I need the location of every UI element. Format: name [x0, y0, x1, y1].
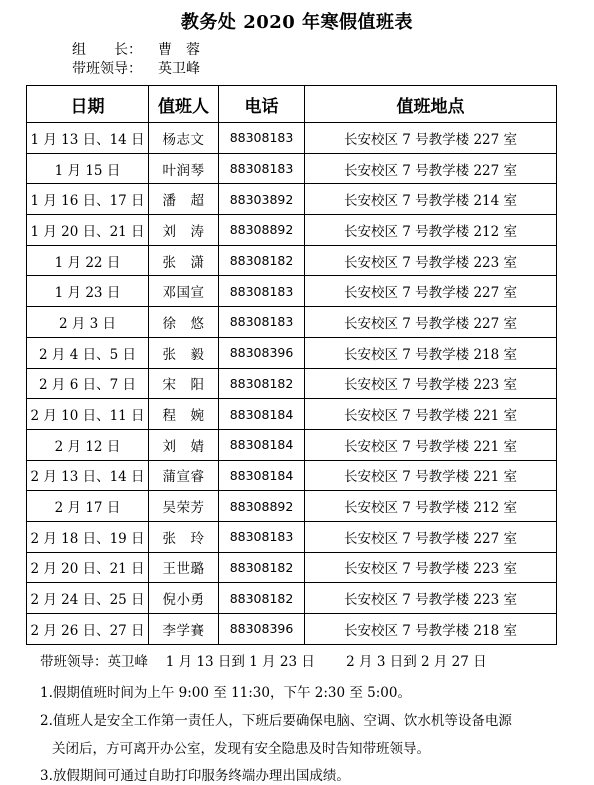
cell-person: 叶润琴 — [149, 153, 219, 184]
table-row — [27, 123, 557, 154]
table-row — [27, 307, 557, 338]
cell-phone: 88303892 — [219, 184, 305, 215]
duty-lead-name: 英卫峰 — [158, 61, 200, 77]
cell-date: 2 月 10 日、11 日 — [27, 399, 149, 430]
cell-date: 2 月 6 日、7 日 — [27, 368, 149, 399]
cell-location: 长安校区 7 号教学楼 227 室 — [305, 307, 557, 338]
cell-phone: 88308396 — [219, 337, 305, 368]
cell-location: 长安校区 7 号教学楼 212 室 — [305, 491, 557, 522]
table-row — [27, 521, 557, 552]
table-row — [27, 460, 557, 491]
cell-date: 2 月 20 日、21 日 — [27, 552, 149, 583]
cell-phone: 88308183 — [219, 521, 305, 552]
duty-lead-label: 带班领导： — [72, 61, 142, 77]
cell-phone: 88308892 — [219, 491, 305, 522]
cell-date: 1 月 20 日、21 日 — [27, 215, 149, 246]
cell-date: 2 月 17 日 — [27, 491, 149, 522]
cell-person: 张 潇 — [149, 245, 219, 276]
duty-table — [26, 85, 557, 645]
cell-person: 杨志文 — [149, 123, 219, 154]
cell-phone: 88308184 — [219, 429, 305, 460]
cell-phone: 88308182 — [219, 552, 305, 583]
cell-person: 吴荣芳 — [149, 491, 219, 522]
cell-person: 刘 涛 — [149, 215, 219, 246]
table-row — [27, 491, 557, 522]
cell-person: 王世璐 — [149, 552, 219, 583]
cell-person: 李学賽 — [149, 614, 219, 645]
note-1: 1.假期值班时间为上午 9:00 至 11:30，下午 2:30 至 5:00。 — [40, 685, 411, 701]
table-row — [27, 337, 557, 368]
cell-date: 1 月 13 日、14 日 — [27, 123, 149, 154]
footer-lead-line: 带班领导：英卫峰 1 月 13 日到 1 月 23 日 2 月 3 日到 2 月 27 日 — [40, 654, 487, 670]
cell-person: 刘 婧 — [149, 429, 219, 460]
cell-person: 潘 超 — [149, 184, 219, 215]
cell-phone: 88308182 — [219, 368, 305, 399]
table-row — [27, 215, 557, 246]
cell-phone: 88308892 — [219, 215, 305, 246]
table-row — [27, 153, 557, 184]
cell-location: 长安校区 7 号教学楼 218 室 — [305, 337, 557, 368]
cell-location: 长安校区 7 号教学楼 221 室 — [305, 399, 557, 430]
cell-location: 长安校区 7 号教学楼 223 室 — [305, 552, 557, 583]
cell-location: 长安校区 7 号教学楼 223 室 — [305, 245, 557, 276]
page-title: 教务处 2020 年寒假值班表 — [180, 12, 414, 33]
cell-date: 1 月 15 日 — [27, 153, 149, 184]
cell-date: 2 月 3 日 — [27, 307, 149, 338]
cell-person: 程 婉 — [149, 399, 219, 430]
cell-location: 长安校区 7 号教学楼 212 室 — [305, 215, 557, 246]
table-row — [27, 184, 557, 215]
cell-person: 张 毅 — [149, 337, 219, 368]
note-2: 2.值班人是安全工作第一责任人，下班后要确保电脑、空调、饮水机等设备电源 — [40, 713, 512, 729]
cell-date: 2 月 24 日、25 日 — [27, 583, 149, 614]
header-person: 值班人 — [149, 86, 219, 123]
cell-person: 宋 阳 — [149, 368, 219, 399]
cell-phone: 88308183 — [219, 307, 305, 338]
cell-date: 2 月 4 日、5 日 — [27, 337, 149, 368]
cell-date: 1 月 22 日 — [27, 245, 149, 276]
cell-person: 倪小勇 — [149, 583, 219, 614]
cell-person: 蒲宣睿 — [149, 460, 219, 491]
table-row — [27, 614, 557, 645]
cell-phone: 88308184 — [219, 460, 305, 491]
leader-label: 组 长： — [72, 42, 142, 58]
duty-lead-line — [72, 58, 200, 78]
cell-person: 张 玲 — [149, 521, 219, 552]
cell-phone: 88308182 — [219, 245, 305, 276]
cell-phone: 88308183 — [219, 123, 305, 154]
cell-date: 2 月 26 日、27 日 — [27, 614, 149, 645]
cell-location: 长安校区 7 号教学楼 221 室 — [305, 429, 557, 460]
table-row — [27, 399, 557, 430]
cell-phone: 88308183 — [219, 276, 305, 307]
leader-name: 曹 蓉 — [158, 42, 200, 58]
cell-date: 2 月 18 日、19 日 — [27, 521, 149, 552]
cell-location: 长安校区 7 号教学楼 227 室 — [305, 123, 557, 154]
cell-location: 长安校区 7 号教学楼 227 室 — [305, 153, 557, 184]
table-row — [27, 276, 557, 307]
table-row — [27, 583, 557, 614]
note-3: 3.放假期间可通过自助打印服务终端办理出国成绩。 — [40, 768, 350, 784]
cell-location: 长安校区 7 号教学楼 214 室 — [305, 184, 557, 215]
cell-phone: 88308182 — [219, 583, 305, 614]
table-row — [27, 429, 557, 460]
cell-phone: 88308184 — [219, 399, 305, 430]
cell-location: 长安校区 7 号教学楼 221 室 — [305, 460, 557, 491]
leader-line — [72, 39, 200, 59]
table-row — [27, 245, 557, 276]
cell-person: 邓国宣 — [149, 276, 219, 307]
cell-location: 长安校区 7 号教学楼 227 室 — [305, 521, 557, 552]
cell-date: 1 月 23 日 — [27, 276, 149, 307]
cell-person: 徐 悠 — [149, 307, 219, 338]
table-header-row — [27, 86, 557, 123]
cell-phone: 88308183 — [219, 153, 305, 184]
header-phone: 电话 — [219, 86, 305, 123]
cell-location: 长安校区 7 号教学楼 223 室 — [305, 583, 557, 614]
cell-phone: 88308396 — [219, 614, 305, 645]
cell-location: 长安校区 7 号教学楼 223 室 — [305, 368, 557, 399]
cell-date: 1 月 16 日、17 日 — [27, 184, 149, 215]
table-row — [27, 552, 557, 583]
table-row — [27, 368, 557, 399]
cell-location: 长安校区 7 号教学楼 227 室 — [305, 276, 557, 307]
cell-date: 2 月 12 日 — [27, 429, 149, 460]
note-2-continued: 关闭后，方可离开办公室，发现有安全隐患及时告知带班领导。 — [52, 741, 430, 757]
cell-date: 2 月 13 日、14 日 — [27, 460, 149, 491]
header-location: 值班地点 — [305, 86, 557, 123]
header-date: 日期 — [27, 86, 149, 123]
cell-location: 长安校区 7 号教学楼 218 室 — [305, 614, 557, 645]
